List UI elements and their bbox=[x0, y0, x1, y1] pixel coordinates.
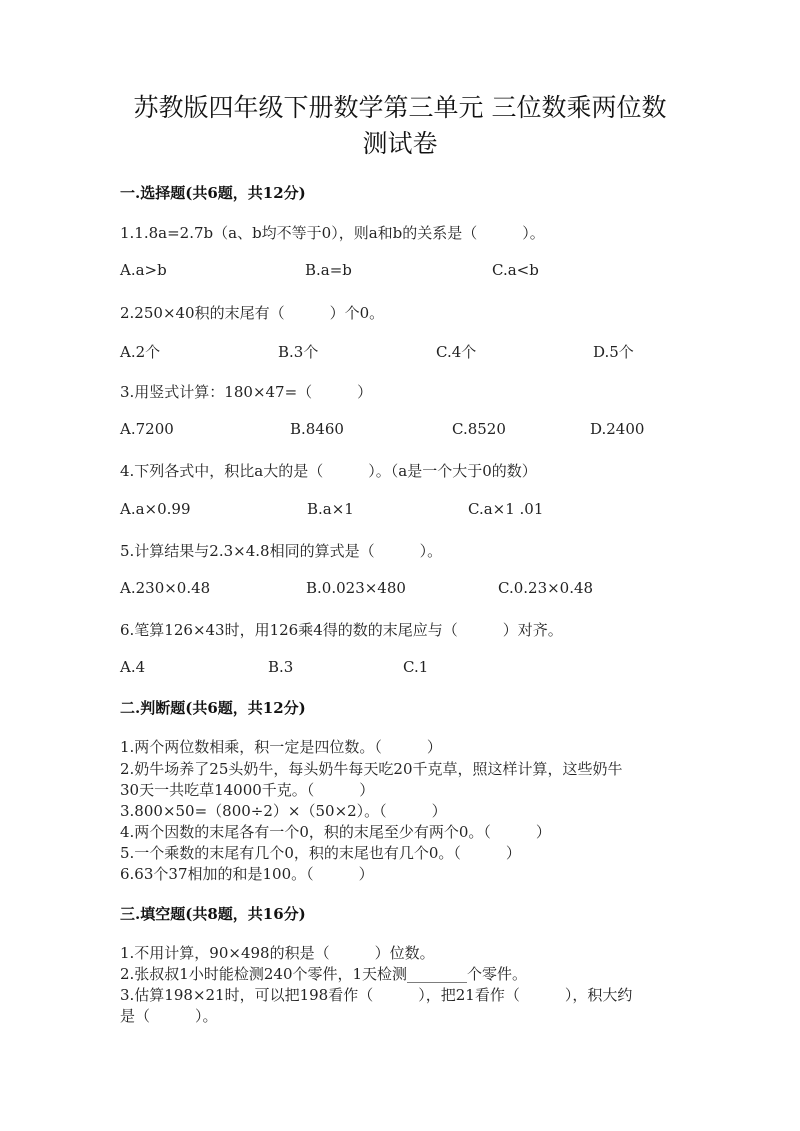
option-2-d: D.5个 bbox=[593, 343, 634, 361]
section-heading-choice: 一.选择题(共6题，共12分) bbox=[120, 184, 306, 202]
judge-line-7: 6.63个37相加的和是100。（ ） bbox=[120, 865, 374, 883]
option-3-c: C.8520 bbox=[452, 420, 506, 438]
option-4-a: A.a×0.99 bbox=[120, 500, 191, 518]
option-6-b: B.3 bbox=[268, 658, 294, 676]
judge-line-4: 3.800×50=（800÷2）×（50×2）。（ ） bbox=[120, 802, 447, 820]
fill-line-4: 是（ ）。 bbox=[120, 1007, 218, 1025]
option-5-c: C.0.23×0.48 bbox=[498, 579, 594, 597]
option-2-c: C.4个 bbox=[436, 343, 477, 361]
judge-line-6: 5.一个乘数的末尾有几个0，积的末尾也有几个0。（ ） bbox=[120, 844, 521, 862]
option-1-a: A.a>b bbox=[120, 261, 167, 279]
fill-line-2: 2.张叔叔1小时能检测240个零件，1天检测________个零件。 bbox=[120, 965, 528, 983]
option-2-a: A.2个 bbox=[120, 343, 161, 361]
option-4-c: C.a×1 .01 bbox=[468, 500, 544, 518]
question-choice-5: 5.计算结果与2.3×4.8相同的算式是（ ）。 bbox=[120, 542, 443, 560]
fill-line-1: 1.不用计算，90×498的积是（ ）位数。 bbox=[120, 944, 435, 962]
option-3-d: D.2400 bbox=[590, 420, 645, 438]
fill-line-3: 3.估算198×21时，可以把198看作（ ），把21看作（ ），积大约 bbox=[120, 986, 633, 1004]
option-2-b: B.3个 bbox=[278, 343, 319, 361]
option-1-c: C.a<b bbox=[492, 261, 539, 279]
option-5-b: B.0.023×480 bbox=[306, 579, 406, 597]
question-choice-6: 6.笔算126×43时，用126乘4得的数的末尾应与（ ）对齐。 bbox=[120, 621, 563, 639]
section-heading-fill: 三.填空题(共8题，共16分) bbox=[120, 905, 306, 923]
option-1-b: B.a=b bbox=[305, 261, 352, 279]
judge-line-1: 1.两个两位数相乘，积一定是四位数。（ ） bbox=[120, 738, 442, 756]
option-5-a: A.230×0.48 bbox=[120, 579, 211, 597]
exam-title-line2: 测试卷 bbox=[362, 129, 438, 158]
section-heading-judge: 二.判断题(共6题，共12分) bbox=[120, 699, 306, 717]
judge-line-5: 4.两个因数的末尾各有一个0，积的末尾至少有两个0。（ ） bbox=[120, 823, 551, 841]
option-4-b: B.a×1 bbox=[307, 500, 354, 518]
judge-line-3: 30天一共吃草14000千克。（ ） bbox=[120, 781, 375, 799]
question-choice-4: 4.下列各式中，积比a大的是（ ）。（a是一个大于0的数） bbox=[120, 462, 537, 480]
question-choice-2: 2.250×40积的末尾有（ ）个0。 bbox=[120, 304, 385, 322]
option-6-a: A.4 bbox=[120, 658, 146, 676]
option-3-a: A.7200 bbox=[120, 420, 174, 438]
judge-line-2: 2.奶牛场养了25头奶牛，每头奶牛每天吃20千克草，照这样计算，这些奶牛 bbox=[120, 760, 623, 778]
exam-title-line1: 苏教版四年级下册数学第三单元 三位数乘两位数 bbox=[133, 93, 667, 122]
option-6-c: C.1 bbox=[403, 658, 429, 676]
question-choice-3: 3.用竖式计算：180×47=（ ） bbox=[120, 383, 373, 401]
question-choice-1: 1.1.8a=2.7b（a、b均不等于0），则a和b的关系是（ ）。 bbox=[120, 224, 545, 242]
option-3-b: B.8460 bbox=[290, 420, 344, 438]
